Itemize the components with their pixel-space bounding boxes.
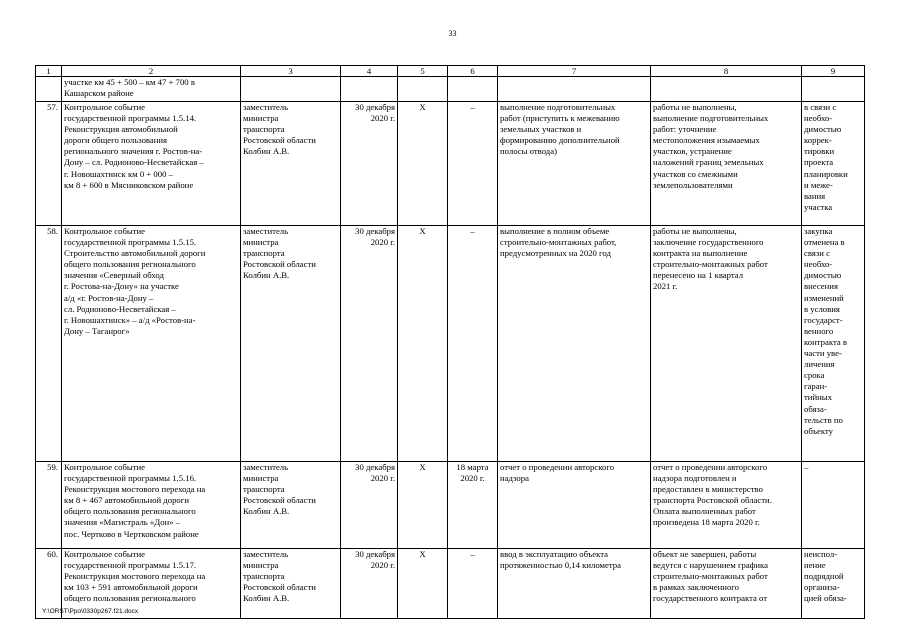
mark-cell: Х (398, 102, 448, 226)
cell-line: Реконструкция мостового перехода на (64, 571, 206, 582)
column-number-row (36, 66, 865, 77)
cell-line: пос. Чертково в Чертковском районе (64, 528, 199, 539)
event-description-cell (62, 226, 241, 462)
actual-result-cell (651, 77, 802, 102)
cell-line: Контрольное событие (64, 462, 146, 472)
cell-line: формированию дополнительной (500, 135, 620, 146)
actual-result-cell (651, 549, 802, 619)
cell-line: строительно-монтажных работ (653, 259, 768, 270)
mark-cell: Х (398, 226, 448, 462)
cell-line: строительно-монтажных работ (653, 571, 768, 582)
cell-line: сл. Родионово-Несветайская – (64, 303, 176, 314)
cell-line: внесения (804, 281, 838, 292)
cell-line: – (470, 102, 475, 112)
cell-line: Дону – Таганрог» (64, 325, 130, 336)
cell-line: – (470, 226, 475, 236)
cell-line: цией обяза- (804, 593, 847, 604)
cell-line: министра (243, 473, 279, 484)
cell-line: Дону – сл. Родионово-Несветайская – (64, 157, 204, 168)
cell-line: выполнение в полном объеме (500, 226, 610, 236)
cell-line: организа- (804, 582, 840, 593)
cell-line: Реконструкция мостового перехода на (64, 484, 206, 495)
cell-line: участка (804, 201, 833, 212)
cell-line: Кашарском районе (64, 88, 134, 99)
cell-line: заместитель (243, 462, 289, 472)
responsible-person-cell (241, 226, 341, 462)
page-number: 33 (448, 29, 457, 38)
cell-line: км 8 + 600 в Мясниковском районе (64, 179, 194, 190)
cell-line: Контрольное событие (64, 102, 146, 112)
cell-line: государственной программы 1.5.16. (64, 473, 197, 484)
cell-line: значения «Северный обход (64, 270, 164, 281)
cell-line: участков со смежными (653, 168, 738, 179)
cell-line: государст- (804, 314, 843, 325)
reason-cell (802, 102, 865, 226)
planned-date-cell (341, 462, 398, 549)
cell-line: регионального значения г. Ростов-на- (64, 146, 203, 157)
cell-line: государственной программы 1.5.15. (64, 237, 197, 248)
cell-line: вания (804, 190, 826, 201)
cell-line: значения «Магистраль «Дон» – (64, 517, 181, 528)
cell-line: закупка (804, 226, 833, 236)
responsible-person-cell (241, 77, 341, 102)
cell-line: Ростовской области (243, 135, 316, 146)
cell-line: земельных участков и (500, 124, 582, 135)
expected-result-cell (498, 226, 651, 462)
reason-cell (802, 462, 865, 549)
cell-line: 30 декабря (355, 549, 395, 559)
reason-cell (802, 549, 865, 619)
cell-line: планировки (804, 168, 848, 179)
cell-line: объекту (804, 425, 834, 436)
cell-line: ведутся с нарушением графика (653, 560, 768, 571)
cell-line: а/д «г. Ростов-на-Дону – (64, 292, 154, 303)
cell-line: транспорта (243, 124, 285, 135)
row-number: 57. (36, 102, 62, 226)
mark-cell (398, 77, 448, 102)
cell-line: работ (приступить к межеванию (500, 113, 620, 124)
col-header: 7 (498, 66, 651, 77)
cell-line: 2020 г. (370, 560, 395, 571)
col-header: 6 (448, 66, 498, 77)
cell-line: выполнение подготовительных (500, 102, 616, 112)
cell-line: необхо- (804, 113, 833, 124)
col-header: 4 (341, 66, 398, 77)
cell-line: заместитель (243, 226, 289, 236)
cell-line: в связи с (804, 102, 837, 112)
mark-cell: Х (398, 462, 448, 549)
cell-line: общего пользования регионального (64, 506, 196, 517)
cell-line: 2020 г. (370, 237, 395, 248)
cell-line: местоположения изымаемых (653, 135, 760, 146)
cell-line: тельств по (804, 414, 843, 425)
cell-line: наложений границ земельных (653, 157, 764, 168)
cell-line: участке км 45 + 500 – км 47 + 700 в (64, 77, 195, 87)
cell-line: произведена 18 марта 2020 г. (653, 517, 760, 528)
cell-line: контракта на выполнение (653, 248, 748, 259)
col-header: 2 (62, 66, 241, 77)
cell-line: г. Новошахтинск» – а/д «Ростов-на- (64, 314, 196, 325)
actual-date-cell (448, 549, 498, 619)
actual-date-cell (448, 77, 498, 102)
cell-line: работ: уточнение (653, 124, 717, 135)
cell-line: перенесено на 1 квартал (653, 270, 744, 281)
reason-cell (802, 77, 865, 102)
cell-line: 2020 г. (460, 473, 485, 484)
cell-line: надзора (500, 473, 529, 484)
cell-line: неиспол- (804, 549, 838, 559)
file-path-footer: Y:\ORST\Ppo\0330p267.f21.docx (42, 608, 139, 615)
cell-line: предоставлен в министерство (653, 484, 763, 495)
cell-line: гаран- (804, 381, 828, 392)
cell-line: личения (804, 359, 835, 370)
cell-line: км 103 + 591 автомобильной дороги (64, 582, 198, 593)
table-row (36, 226, 865, 462)
cell-line: обяза- (804, 403, 827, 414)
cell-line: Колбин А.В. (243, 506, 290, 517)
planned-date-cell (341, 549, 398, 619)
cell-line: 30 декабря (355, 462, 395, 472)
cell-line: Контрольное событие (64, 549, 146, 559)
actual-result-cell (651, 226, 802, 462)
cell-line: строительно-монтажных работ, (500, 237, 617, 248)
event-description-cell (62, 77, 241, 102)
expected-result-cell (498, 77, 651, 102)
cell-line: 30 декабря (355, 226, 395, 236)
cell-line: Контрольное событие (64, 226, 146, 236)
row-number: 59. (36, 462, 62, 549)
cell-line: заключение государственного (653, 237, 764, 248)
cell-line: 18 марта (456, 462, 489, 472)
cell-line: предусмотренных на 2020 год (500, 248, 611, 259)
event-description-cell (62, 462, 241, 549)
actual-result-cell (651, 462, 802, 549)
actual-result-cell (651, 102, 802, 226)
responsible-person-cell (241, 102, 341, 226)
cell-line: км 8 + 467 автомобильной дороги (64, 495, 189, 506)
cell-line: транспорта (243, 484, 285, 495)
cell-line: транспорта (243, 571, 285, 582)
cell-line: отчет о проведении авторского (653, 462, 768, 472)
cell-line: государственной программы 1.5.14. (64, 113, 197, 124)
cell-line: Колбин А.В. (243, 146, 290, 157)
cell-line: 30 декабря (355, 102, 395, 112)
cell-line: – (804, 462, 809, 472)
cell-line: проекта (804, 157, 834, 168)
cell-line: в условия (804, 303, 840, 314)
cell-line: землепользователями (653, 179, 733, 190)
cell-line: части уве- (804, 348, 842, 359)
cell-line: работы не выполнены, (653, 102, 737, 112)
cell-line: венного (804, 325, 834, 336)
col-header: 5 (398, 66, 448, 77)
actual-date-cell (448, 102, 498, 226)
cell-line: контракта в (804, 336, 848, 347)
cell-line: необхо- (804, 259, 833, 270)
cell-line: ввод в эксплуатацию объекта (500, 549, 609, 559)
col-header: 8 (651, 66, 802, 77)
cell-line: подрядной (804, 571, 844, 582)
cell-line: 2021 г. (653, 281, 678, 292)
cell-line: димостью (804, 270, 842, 281)
cell-line: коррек- (804, 135, 832, 146)
cell-line: отменена в (804, 237, 845, 248)
cell-line: связи с (804, 248, 830, 259)
planned-date-cell (341, 226, 398, 462)
cell-line: Колбин А.В. (243, 270, 290, 281)
cell-line: транспорта (243, 248, 285, 259)
cell-line: работы не выполнены, (653, 226, 737, 236)
row-number: 60. (36, 549, 62, 619)
actual-date-cell (448, 226, 498, 462)
col-header: 3 (241, 66, 341, 77)
cell-line: заместитель (243, 549, 289, 559)
actual-date-cell (448, 462, 498, 549)
cell-line: Колбин А.В. (243, 593, 290, 604)
cell-line: Ростовской области (243, 582, 316, 593)
cell-line: объект не завершен, работы (653, 549, 757, 559)
table-row (36, 462, 865, 549)
cell-line: 2020 г. (370, 473, 395, 484)
cell-line: изменений (804, 292, 844, 303)
responsible-person-cell (241, 549, 341, 619)
col-header: 1 (36, 66, 62, 77)
expected-result-cell (498, 549, 651, 619)
cell-line: дороги общего пользования (64, 135, 168, 146)
cell-line: г. Новошахтинск км 0 + 000 – (64, 168, 173, 179)
expected-result-cell (498, 462, 651, 549)
cell-line: срока (804, 370, 825, 381)
event-description-cell (62, 102, 241, 226)
cell-line: государственной программы 1.5.17. (64, 560, 197, 571)
cell-line: заместитель (243, 102, 289, 112)
planned-date-cell (341, 102, 398, 226)
cell-line: министра (243, 560, 279, 571)
cell-line: Оплата выполненных работ (653, 506, 756, 517)
table-row (36, 549, 865, 619)
cell-line: отчет о проведении авторского (500, 462, 615, 472)
cell-line: нение (804, 560, 826, 571)
cell-line: в рамках заключенного (653, 582, 739, 593)
cell-line: министра (243, 237, 279, 248)
table-row (36, 102, 865, 226)
cell-line: – (470, 549, 475, 559)
cell-line: и меже- (804, 179, 833, 190)
cell-line: Ростовской области (243, 495, 316, 506)
col-header: 9 (802, 66, 865, 77)
planned-date-cell (341, 77, 398, 102)
cell-line: министра (243, 113, 279, 124)
row-number: 58. (36, 226, 62, 462)
cell-line: тийных (804, 392, 832, 403)
report-table (35, 65, 865, 619)
cell-line: 2020 г. (370, 113, 395, 124)
cell-line: надзора подготовлен и (653, 473, 737, 484)
cell-line: г. Ростова-на-Дону» на участке (64, 281, 179, 292)
cell-line: протяженностью 0,14 километра (500, 560, 621, 571)
expected-result-cell (498, 102, 651, 226)
table-row (36, 77, 865, 102)
reason-cell (802, 226, 865, 462)
cell-line: тировки (804, 146, 835, 157)
cell-line: общего пользования регионального (64, 593, 196, 604)
row-number (36, 77, 62, 102)
cell-line: выполнение подготовительных (653, 113, 769, 124)
cell-line: общего пользования регионального (64, 259, 196, 270)
cell-line: транспорта Ростовской области. (653, 495, 772, 506)
cell-line: димостью (804, 124, 842, 135)
cell-line: Строительство автомобильной дороги (64, 248, 206, 259)
cell-line: участков, устранение (653, 146, 732, 157)
cell-line: полосы отвода) (500, 146, 557, 157)
mark-cell: Х (398, 549, 448, 619)
cell-line: Реконструкция автомобильной (64, 124, 178, 135)
cell-line: Ростовской области (243, 259, 316, 270)
responsible-person-cell (241, 462, 341, 549)
cell-line: государственного контракта от (653, 593, 768, 604)
